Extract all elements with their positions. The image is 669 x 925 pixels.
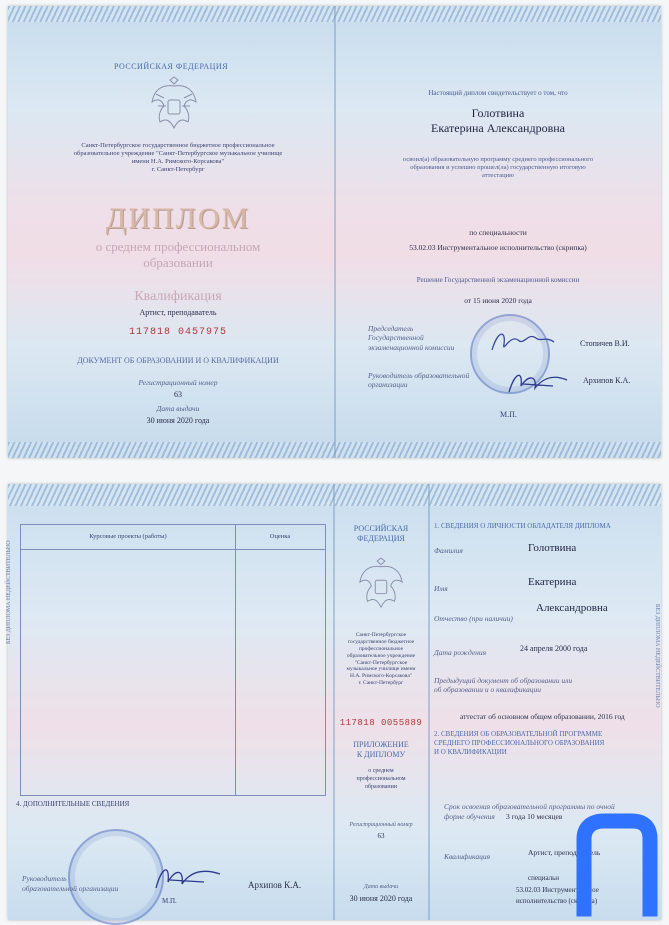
diploma-appendix-sheet bbox=[8, 484, 661, 920]
institution-line: г. Санкт-Петербург bbox=[151, 166, 205, 174]
appendix-title-line: К ДИПЛОМУ bbox=[356, 750, 406, 759]
qualification-value: Артист, преподаватель bbox=[139, 308, 217, 317]
diploma-subtitle bbox=[68, 239, 288, 271]
institution-line: музыкальное училище имени bbox=[346, 666, 416, 673]
additional-info-heading: 4. ДОПОЛНИТЕЛЬНЫЕ СВЕДЕНИЯ bbox=[16, 800, 130, 808]
diploma-front-sheet bbox=[8, 6, 661, 458]
name-value: Екатерина bbox=[528, 576, 577, 588]
holder-surname: Голотвина bbox=[471, 106, 525, 120]
institution-line: профессиональное bbox=[358, 645, 404, 652]
appendix-subtitle bbox=[334, 768, 428, 791]
prev-doc-label-line: Предыдущий документ об образовании или bbox=[434, 676, 573, 685]
qualification-heading: Квалификация bbox=[134, 289, 222, 304]
mastered-line: освоил(а) образовательную программу среднего профессионального bbox=[402, 156, 594, 163]
document-type: ДОКУМЕНТ ОБ ОБРАЗОВАНИИ И О КВАЛИФИКАЦИИ bbox=[77, 356, 279, 365]
institution-line: г. Санкт-Петербург bbox=[358, 680, 404, 687]
issue-date-label: Дата выдачи bbox=[363, 884, 399, 890]
head-label bbox=[22, 874, 118, 894]
appendix-subtitle-line: о среднем bbox=[368, 768, 394, 774]
mastered-line: аттестацию bbox=[482, 172, 514, 180]
reg-number-value: 63 bbox=[174, 390, 182, 399]
subtitle-line: о среднем профессиональном bbox=[95, 239, 261, 254]
validity-side-text: БЕЗ ДИПЛОМА НЕДЕЙСТВИТЕЛЬНО bbox=[6, 540, 12, 644]
patronymic-label: Отчество (при наличии) bbox=[434, 614, 513, 623]
table-column-divider bbox=[235, 525, 236, 795]
head-signature-icon bbox=[503, 364, 573, 398]
chair-name: Стопичев В.И. bbox=[580, 339, 630, 348]
specialty-label: по специальности bbox=[469, 228, 527, 237]
appendix-serial-number: 117818 0055889 bbox=[339, 718, 423, 728]
institution-line: образовательное учреждение "Санкт-Петербургское музыкальное училище bbox=[73, 150, 283, 158]
corner-logo-icon bbox=[570, 813, 662, 913]
seal-place-label: М.П. bbox=[162, 897, 177, 905]
commission-decision: Решение Государственной экзаменационной комиссии bbox=[416, 276, 580, 284]
chair-label-line: Председатель bbox=[368, 324, 414, 333]
issue-date-label: Дата выдачи bbox=[156, 404, 200, 413]
subtitle-line: образовании bbox=[143, 255, 213, 270]
birth-label: Дата рождения bbox=[434, 648, 487, 657]
head-signature-icon bbox=[148, 856, 228, 896]
institution-block bbox=[58, 142, 298, 175]
federation-line: РОССИЙСКАЯ bbox=[353, 524, 409, 533]
institution-line: Н.А. Римского-Корсакова" bbox=[349, 673, 413, 680]
section-1-heading: 1. СВЕДЕНИЯ О ЛИЧНОСТИ ОБЛАДАТЕЛЯ ДИПЛОМА bbox=[434, 522, 611, 530]
certifies-text: Настоящий диплом свидетельствует о том, что bbox=[428, 89, 568, 97]
institution-line: государственное бюджетное bbox=[347, 638, 415, 645]
head-label-line: организации bbox=[368, 380, 408, 390]
head-label-line: Руководитель bbox=[22, 874, 67, 883]
appendix-title-line: ПРИЛОЖЕНИЕ bbox=[353, 740, 409, 749]
institution-line: Санкт-Петербургское государственное бюджетное профессиональное bbox=[81, 142, 275, 149]
appendix-subtitle-line: профессиональном bbox=[356, 775, 406, 782]
decision-date: от 15 июня 2020 года bbox=[464, 296, 532, 305]
center-fold bbox=[334, 6, 336, 458]
specialty-code: 53.02.03 Инструментальное bbox=[516, 886, 599, 894]
patronymic-value: Александровна bbox=[536, 602, 608, 614]
column-header-projects: Курсовые проекты (работы) bbox=[89, 533, 167, 540]
specialty-label: специальн bbox=[528, 874, 560, 882]
reg-number-label: Регистрационный номер bbox=[349, 822, 413, 828]
column-header-grade: Оценка bbox=[269, 533, 291, 540]
head-label bbox=[368, 371, 469, 390]
specialty-rest: исполнительство (скрипка) bbox=[516, 897, 598, 905]
section-2-line: СРЕДНЕГО ПРОФЕССИОНАЛЬНОГО ОБРАЗОВАНИЯ bbox=[434, 738, 605, 747]
reg-number-label: Регистрационный номер bbox=[138, 378, 218, 387]
coat-of-arms-icon bbox=[356, 556, 406, 616]
qualification-value: Артист, преподаватель bbox=[528, 848, 601, 857]
prev-doc-value: аттестат об основном общем образовании, 2016 год bbox=[460, 712, 625, 721]
mastered-block bbox=[348, 156, 648, 180]
issue-date-value: 30 июня 2020 года bbox=[349, 894, 413, 903]
coursework-table bbox=[20, 524, 326, 796]
chair-label bbox=[368, 324, 454, 352]
federation-title: РОССИЙСКАЯ ФЕДЕРАЦИЯ bbox=[113, 62, 229, 71]
institution-line: имени Н.А. Римского-Корсакова" bbox=[131, 158, 225, 166]
appendix-title bbox=[334, 740, 428, 760]
surname-label: Фамилия bbox=[434, 546, 463, 555]
institution-line: образовательное учреждение bbox=[346, 652, 416, 659]
head-name: Архипов К.А. bbox=[248, 880, 302, 890]
prev-doc-label-line: об образовании и о квалификации bbox=[434, 685, 541, 695]
head-name: Архипов К.А. bbox=[583, 376, 631, 385]
federation-line: ФЕДЕРАЦИЯ bbox=[357, 533, 405, 543]
chair-label-line: экзаменационной комиссии bbox=[368, 342, 455, 352]
institution-line: Санкт-Петербургское bbox=[355, 632, 407, 638]
term-label-line: форме обучения bbox=[444, 812, 495, 822]
seal-place-label: М.П. bbox=[500, 410, 517, 419]
chair-label-line: Государственной bbox=[368, 333, 424, 343]
head-label-line: образовательной организации bbox=[22, 883, 119, 893]
surname-value: Голотвина bbox=[528, 542, 577, 554]
diploma-title: ДИПЛОМ bbox=[105, 202, 251, 235]
head-label-line: Руководитель образовательной bbox=[368, 371, 470, 380]
validity-side-text: БЕЗ ДИПЛОМА НЕДЕЙСТВИТЕЛЬНО bbox=[654, 604, 660, 708]
prev-doc-label bbox=[434, 676, 572, 695]
right-fold bbox=[428, 484, 430, 920]
section-2-line: И О КВАЛИФИКАЦИИ bbox=[434, 747, 507, 756]
qualification-label: Квалификация bbox=[444, 852, 491, 861]
birth-value: 24 апреля 2000 года bbox=[520, 644, 588, 653]
chair-signature-icon bbox=[488, 324, 558, 360]
name-label: Имя bbox=[434, 584, 448, 593]
diploma-serial-number: 117818 0457975 bbox=[128, 327, 227, 338]
section-2-heading bbox=[434, 730, 604, 756]
institution-block bbox=[334, 632, 428, 687]
federation-title bbox=[334, 524, 428, 543]
appendix-subtitle-line: образовании bbox=[364, 783, 398, 790]
mastered-line: образования и успешно прошел(ла) государственную итоговую bbox=[410, 164, 586, 172]
institution-line: "Санкт-Петербургское bbox=[354, 659, 408, 666]
issue-date-value: 30 июня 2020 года bbox=[146, 416, 210, 425]
term-value: 3 года 10 месяцев bbox=[506, 812, 563, 821]
left-fold bbox=[333, 484, 335, 920]
holder-name: Екатерина Александровна bbox=[431, 121, 565, 135]
specialty-value: 53.02.03 Инструментальное исполнительство (скрипка) bbox=[409, 243, 587, 252]
section-2-line: 2. СВЕДЕНИЯ ОБ ОБРАЗОВАТЕЛЬНОЙ ПРОГРАММЕ bbox=[434, 730, 603, 738]
term-label-line: Срок освоения образовательной программы по очной bbox=[444, 802, 615, 811]
reg-number-value: 63 bbox=[377, 832, 385, 840]
coat-of-arms-icon bbox=[148, 76, 200, 136]
